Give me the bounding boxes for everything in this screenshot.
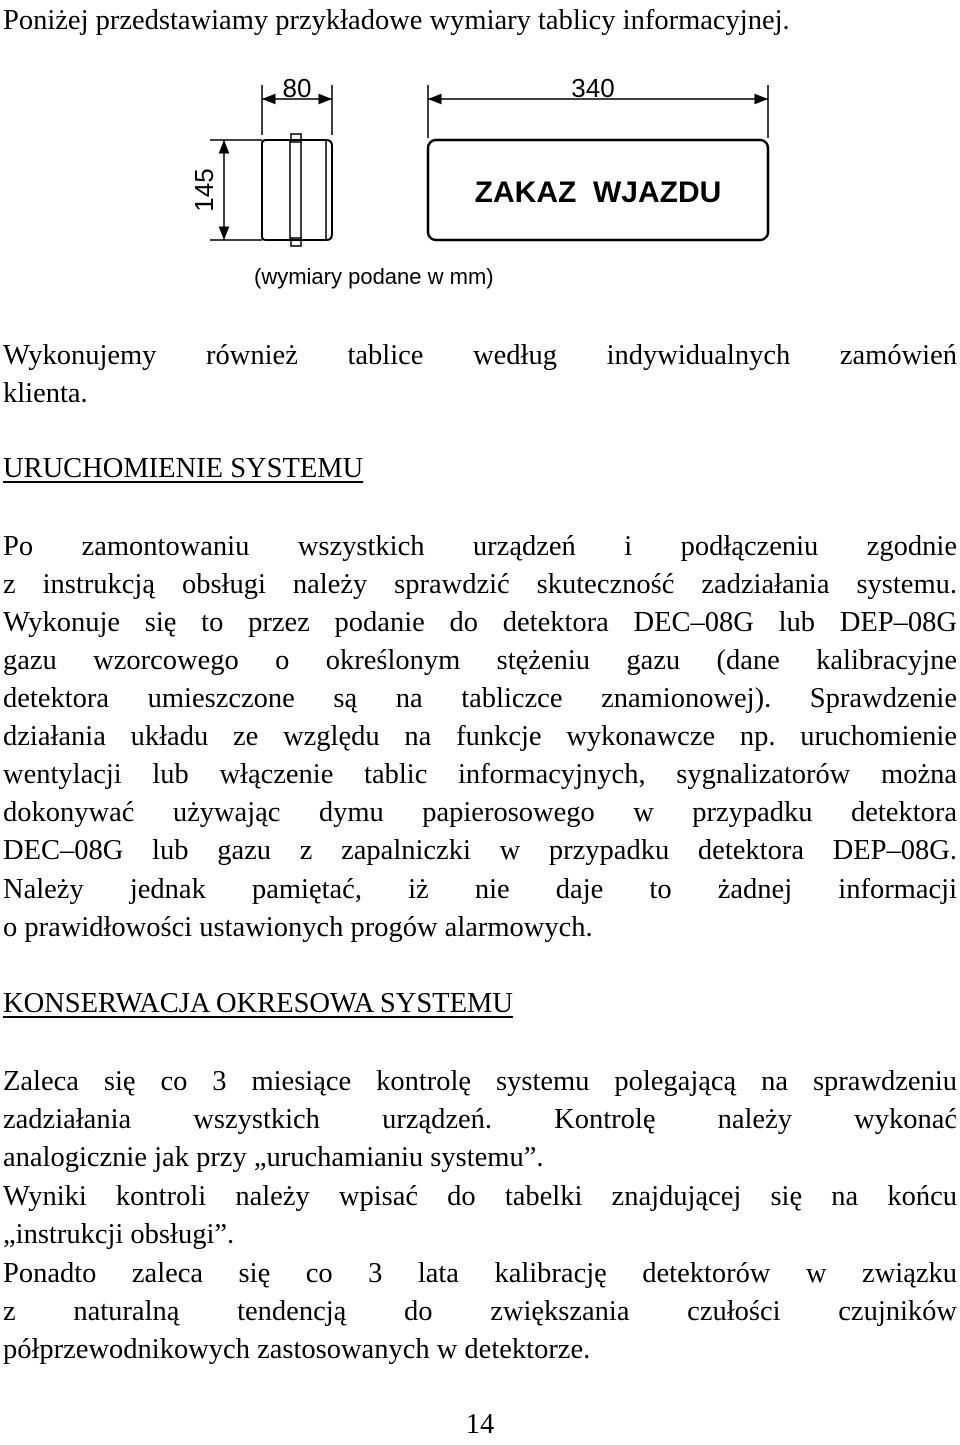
paragraph-line: Po zamontowaniu wszystkich urządzeń i podłączeniu zgodnie — [3, 531, 957, 562]
custom-order-line: klienta. — [3, 378, 88, 409]
paragraph-line: DEC–08G lub gazu z zapalniczki w przypadku detektora DEP–08G. — [3, 835, 957, 866]
paragraph-line: Ponadto zaleca się co 3 lata kalibrację detektorów w związku — [3, 1258, 957, 1289]
paragraph-line: o prawidłowości ustawionych progów alarmowych. — [3, 912, 593, 943]
side-view — [189, 73, 332, 246]
sign-text: ZAKAZ WJAZDU — [474, 176, 722, 209]
paragraph-line: z naturalną tendencją do zwiększania czułości czujników — [3, 1296, 957, 1327]
paragraph-line: zadziałania wszystkich urządzeń. Kontrolę należy wykonać — [3, 1104, 957, 1135]
width-dimension-label: 340 — [571, 73, 615, 103]
paragraph-line: Wyniki kontroli należy wpisać do tabelki znajdującej się na końcu — [3, 1181, 957, 1212]
section-heading-startup: URUCHOMIENIE SYSTEMU — [3, 453, 364, 484]
paragraph-line: z instrukcją obsługi należy sprawdzić skuteczność zadziałania systemu. — [3, 569, 957, 600]
paragraph-line: gazu wzorcowego o określonym stężeniu gazu (dane kalibracyjne — [3, 645, 957, 676]
paragraph-line: analogicznie jak przy „uruchamianiu systemu”. — [3, 1142, 544, 1173]
paragraph-line: wentylacji lub włączenie tablic informacyjnych, sygnalizatorów można — [3, 759, 957, 790]
front-view — [428, 73, 768, 240]
paragraph-line: „instrukcji obsługi”. — [3, 1219, 235, 1250]
custom-order-line: Wykonujemy również tablice według indywidualnych zamówień — [3, 340, 957, 371]
intro-text: Poniżej przedstawiamy przykładowe wymiary tablicy informacyjnej. — [3, 5, 790, 36]
paragraph-line: dokonywać używając dymu papierosowego w przypadku detektora — [3, 797, 957, 828]
section-heading-maintenance: KONSERWACJA OKRESOWA SYSTEMU — [3, 988, 513, 1019]
paragraph-line: Zaleca się co 3 miesiące kontrolę systemu polegającą na sprawdzeniu — [3, 1066, 957, 1097]
depth-dimension-label: 80 — [282, 73, 312, 103]
paragraph-line: działania układu ze względu na funkcje wykonawcze np. uruchomienie — [3, 721, 957, 752]
housing-side-outline — [262, 140, 332, 240]
page-number: 14 — [465, 1409, 495, 1440]
paragraph-line: Należy jednak pamiętać, iż nie daje to żadnej informacji — [3, 874, 957, 905]
paragraph-line: Wykonuje się to przez podanie do detektora DEC–08G lub DEP–08G — [3, 607, 957, 638]
height-dimension-label: 145 — [189, 168, 219, 212]
diagram-caption: (wymiary podane w mm) — [254, 264, 494, 289]
paragraph-line: detektora umieszczone są na tabliczce znamionowej). Sprawdzenie — [3, 683, 957, 714]
paragraph-line: półprzewodnikowych zastosowanych w detektorze. — [3, 1334, 591, 1365]
